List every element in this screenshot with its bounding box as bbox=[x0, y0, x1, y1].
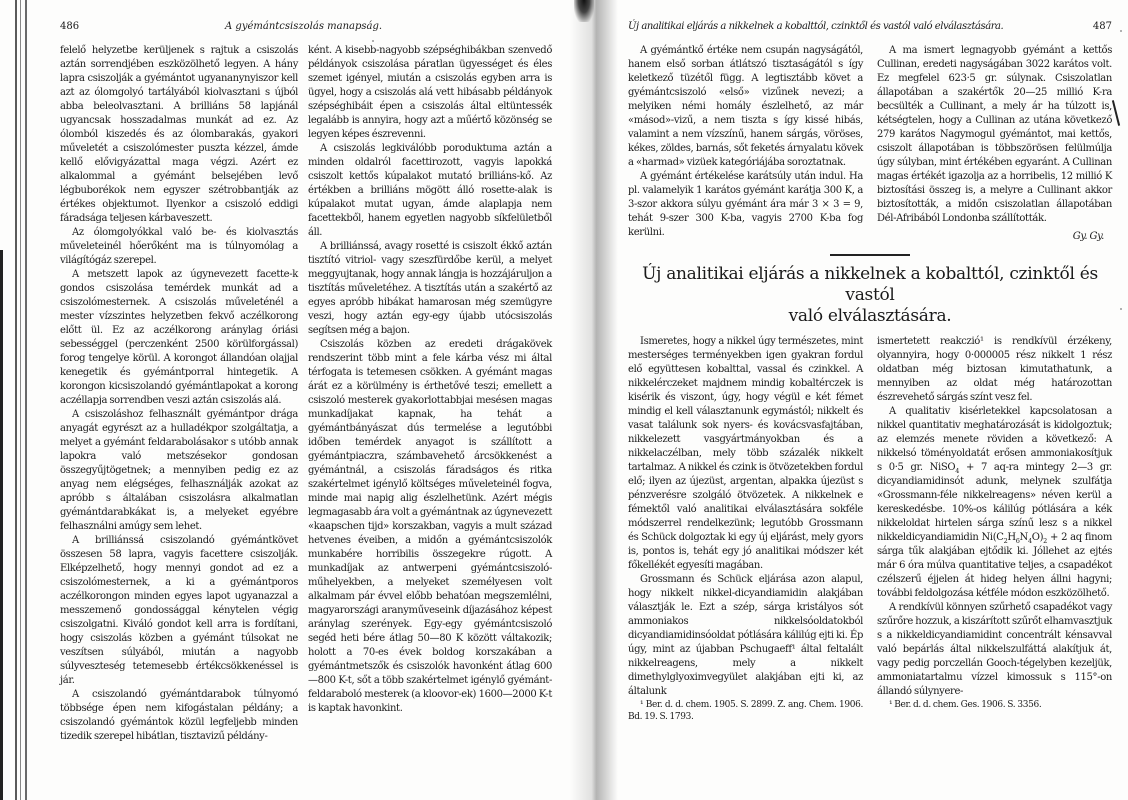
binding-line bbox=[0, 250, 3, 800]
paragraph: Az ólomgolyókkal való be- és kiolvasztás műveleteinél hőerőként ma is túlnyomólag a világítógáz szerepel. bbox=[60, 227, 298, 266]
text-run: + 2 aq finom sárga tűk alakjában ejtődik ki. Jóllehet az ejtés már 6 óra múlva quantitative teljes, a csapadékot czélszerű éjjelen át hideg helyen állni hagyni; további feldolgozása kétféle módon eszközölhető. bbox=[877, 532, 1112, 599]
binding-line bbox=[15, 0, 17, 800]
text-run: A qualitativ kisérletekkel kapcsolatosan a nikkel quantitativ meghatározását is kidolgoztuk; az elemzés menete röviden a következő: A nikkelsó töményoldatát erősen ammoniakosítjuk s 0·5 gr. NiSO bbox=[877, 406, 1112, 473]
paragraph: A metszett lapok az úgynevezett facette-k gondos csiszolása temérdek munkát ad a csiszolómesternek. A csiszolás műveleténél a mester vízszintes helyzetben fekvő aczélkorong előtt ül. Ez az aczélkorong aránylag óriási sebességgel (perczenként 2500 körülforgással) forog tengelye körül. A korongot állandóan olajjal kenegetik és gyémántporral hintegetik. A korongon kicsiszolandó gyémántlapokat a korong aczéllapja sorrendben veszi aztán csiszolás alá. bbox=[60, 269, 298, 406]
subscript: 2 bbox=[1003, 537, 1008, 545]
author-signature: Gy. Gy. bbox=[1072, 231, 1104, 242]
subscript: 4 bbox=[1027, 537, 1032, 545]
subscript: 2 bbox=[1043, 537, 1047, 545]
left-running-head bbox=[60, 20, 556, 34]
right-body-columns bbox=[628, 335, 1112, 723]
left-column-2 bbox=[308, 44, 552, 716]
paragraph-with-formula bbox=[877, 405, 1112, 601]
article-title-line: Új analitikai eljárás a nikkelnek a kobalttól, czinktől és vastól bbox=[642, 264, 1098, 305]
paragraph: ismertetett reakczió¹ is rendkívül érzékeny, olyannyira, hogy 0·000005 rész nikkelt 1 rész oldatban még biztosan kimutathatunk, a mennyiben az oldat még határozottan észrevehető sárgás színt vesz fel. bbox=[877, 336, 1112, 403]
right-running-head bbox=[628, 20, 1112, 34]
paragraph: A gyémánt értékelése karátsúly után indul. Ha pl. valamelyik 1 karátos gyémánt karátja 300 K, a 3-szor akkora súlyu gyémánt ára már 3 × 3 = 9, tehát 9-szer 300 K-ba, vagyis 2700 K-ba fog kerülni. bbox=[628, 171, 863, 238]
scan-speck bbox=[372, 40, 374, 42]
left-page bbox=[60, 0, 556, 800]
right-page-flow bbox=[628, 44, 1112, 723]
scan-speck bbox=[1120, 308, 1122, 310]
right-top-column-2 bbox=[877, 44, 1112, 244]
paragraph: A brilliánssá csiszolandó gyémántkövet összesen 58 lapra, vagyis facettere csiszolják. Elképzelhető, hogy mennyi gondot ad ez a csiszolómesternek, a ki a gyémántporos aczélkorongon minden egyes lapot ugyanazzal a messzemenő gondossággal kénytelen végig csiszolgatni. Kiváló gondot kell arra is fordítani, hogy csiszolás közben a gyémánt túlsokat ne veszítsen súlyából, miután a nagyobb súlyveszteség tetemesebb értékcsökkenéssel is jár. bbox=[60, 535, 298, 686]
paragraph: A csiszolandó gyémántdarabok túlnyomó többsége épen nem kifogástalan példány; a csiszolandó gyémántok közül legfeljebb minden tizedik szerepel hibátlan, tisztavizű példány- bbox=[60, 689, 298, 742]
subscript: 6 bbox=[1015, 537, 1020, 545]
binding-edge bbox=[0, 0, 30, 800]
paragraph: A gyémántkő értéke nem csupán nagyságától, hanem első sorban átlátszó tisztaságától s így keletkező tüzétől függ. A legtisztább követ a gyémántcsiszoló «első» vizűnek nevezi; a melyiken némi homály észlelhető, az már «másod»-vizű, a nem tiszta s így kissé hibás, valamint a nem vízszínű, hanem sárgás, vöröses, kékes, zöldes, barnás, sőt feketés árnyalatu kövek a «harmad» vizüek kategóriájába soroztatnak. bbox=[628, 45, 863, 168]
paragraph: felelő helyzetbe kerüljenek s rajtuk a csiszolás aztán sorrendjében eszközölhető legyen. A hány lapra csiszolják a gyémántot ugyananynyiszor kell azt az ólomgolyó tartályából kiolvasztani s újból abba beleolvasztani. A brilliáns 58 lapjánál ugyancsak hosszadalmas munkát ad ez. Az ólomból kiszedés és az ólombarakás, gyakori műveletét a csiszolómester puszta kézzel, ámde kellő elővigyázattal maga végzi. Azért ez alkalommal a gyémánt belsejében levő légbuborékok nem egyszer szétrobbantják az értékes objektumot. Ilyenkor a csiszoló eddigi fáradsága teljesen kárbaveszett. bbox=[60, 45, 298, 224]
paragraph: Grossmann és Schück eljárása azon alapul, hogy nikkelt nikkel-dicyandiamidin alakjában választják le. Ezt a szép, sárga kristályos sót ammoniakos nikkelsóoldatokból dicyandiamidinsóoldat pótlására kálilúg ejti ki. Ép úgy, mint az újabban Pschugaeff¹ által feltalált nikkelreagens, mely a nikkelt dimethylglyoximvegyület alakjában ejti ki, az általunk bbox=[628, 574, 863, 697]
paragraph: A csiszolás legkiválóbb poroduktuma aztán a minden oldalról facettirozott, vagyis lapokká csiszolt kettős kúpalakot mutató brilliáns-kő. Az értékben a brilliáns mögött álló rosette-alak is kúpalakot mutat ugyan, ámde alaplapja nem facettekből, hanem egyetlen nagyobb síkfelületből áll. bbox=[308, 143, 552, 238]
article-title-line: való elválasztására. bbox=[788, 306, 952, 326]
footnote: ¹ Ber. d. d. chem. Ges. 1906. S. 3356. bbox=[889, 700, 1042, 710]
paragraph: A brilliánssá, avagy rosetté is csiszolt ékkő aztán tisztító vitriol- vagy szeszfürdőbe kerül, a melyet meggyujtanak, hogy annak lángja is hozzájáruljon a tisztítás műveletéhez. A tisztítás után a szakértő az egyes apróbb hibákat hamarosan még szemügyre veszi, hogy aztán egy-egy újabb utócsiszolás segítsen még a bajon. bbox=[308, 241, 552, 336]
paragraph: A rendkívül könnyen szűrhető csapadékot vagy szűrőre hozzuk, a kiszárított szűrőt elhamvasztjuk s a nikkeldicyandiamidint concentrált kénsavval való bepárlás által nikkelszulfáttá alakítjuk át, vagy pedig porczellán Gooch-tégelyben kezeljük, ammoniatartalmu vízzel kimossuk s 115°-on állandó súlynyere- bbox=[877, 602, 1112, 697]
page-number: 486 bbox=[60, 21, 80, 32]
text-run: + 7 aq-ra mintegy 2—3 gr. dicyandiamidinsót adunk, melynek szulfátja «Grossmann-féle nikkelreagens» néven kerül a kereskedésbe. 10%-os kálilúg pótlására a kék nikkeloldat hirtelen sárga színű lesz s a nikkel nikkeldicyandiamidin Ni(C bbox=[877, 462, 1113, 543]
text-run: H bbox=[1007, 532, 1016, 543]
right-top-column-1 bbox=[628, 44, 863, 240]
running-head-title: Új analitikai eljárás a nikkelnek a kobalttól, czinktől és vastól való elválasztására. bbox=[628, 21, 1004, 32]
left-column-1 bbox=[60, 44, 298, 744]
paragraph: A csiszoláshoz felhasznált gyémántpor drága anyagát egyrészt az a hulladékpor szolgáltatja, a melyet a gyémánt feldarabolásakor s utóbb annak lapokra való metszésekor gondosan összegyűjtögetnek; a mennyiben pedig ez az anyag nem elégséges, felhasználják azokat az apróbb s általában csiszolásra alkalmatlan gyémántdarabkákat is, a melyeket egyébre felhasználni amúgy sem lehet. bbox=[60, 409, 298, 532]
right-body-column-2 bbox=[877, 335, 1112, 711]
scan-speck bbox=[1120, 30, 1122, 32]
text-run: N bbox=[1019, 532, 1028, 543]
gutter-dark-spot bbox=[574, 0, 594, 22]
binding-line bbox=[20, 0, 21, 800]
paragraph: Ismeretes, hogy a nikkel úgy természetes, mint mesterséges terményekben igen gyakran fordul elő együttesen kobalttal, vassal és czinkkel. A nikkelérczeket majdnem mindig kobaltérczek is kisérik és viszont, úgy, hogy végül e két fémet mindig el kell választanunk egymástól; nikkelt és vasat találunk sok nyers- és kovácsvasfajtában, nikkelezett vasgyártmányokban és a nikkelaczélban, mely több százalék nikkelt tartalmaz. A nikkel és czink is ötvözetekben fordul elő; ilyen az újezüst, argentan, alpakka újezüst s pénzverésre szolgáló ötvözetek. A nikkelnek e fémektől való analitikai elválasztására sokféle módszerrel rendelkezünk; legutóbb Grossmann és Schück dolgoztak ki egy új eljárást, mely gyors is, pontos is, tehát egy jó analitikai módszer két főkellékét egyesíti magában. bbox=[628, 336, 863, 571]
text-run: O) bbox=[1031, 532, 1044, 543]
paragraph: Csiszolás közben az eredeti drágakövek rendszerint több mint a fele kárba vész mi által térfogata is tetemesen csökken. A gyémánt magas árát ez a körülmény is érthetővé teszi; emellett a csiszoló mesterek gyakorlottabbjai mesésen magas munkadíjakat kapnak, ha tehát a gyémántbányászat dús termelése a legutóbbi időben temérdek anyagot is szállított a gyémántpiaczra, számbavehető árcsökkenést a gyémántnál, a csiszolás fáradságos és ritka szakértelmet igénylő költséges műveleteinél fogva, minde mai napig alig észlelhetünk. Azért mégis legmagasabb ára volt a gyémántnak az úgynevezett «kaapschen tijd» korszakban, vagyis a mult század hetvenes éveiben, a midőn a gyémántcsiszolók munkabére horribilis összegekre rúgott. A munkadíjak az antwerpeni gyémántcsiszoló-műhelyekben, a melyeket személyesen volt alkalmam pár évvel előbb behatóan megszemlélni, magyarországi aranyműveseink díjazásához képest aránylag szerények. Egy-egy gyémántcsiszoló segéd heti bére átlag 50—80 K között váltakozik; holott a 70-es évek boldog korszakában a gyémántmetszők és csiszolók havonként átlag 600—800 K-t, sőt a több szakértelmet igénylő gyémánt-feldaraboló mesterek (a kloovor-ek) 1600—2000 K-t is kaptak havonkint. bbox=[308, 339, 552, 714]
subscript: 4 bbox=[955, 467, 960, 475]
right-top-columns bbox=[628, 44, 1112, 244]
section-divider bbox=[830, 254, 910, 256]
running-head-title: A gyémántcsiszolás manapság. bbox=[225, 21, 383, 32]
right-body-column-1 bbox=[628, 335, 863, 723]
pencil-mark bbox=[1112, 100, 1120, 126]
binding-line bbox=[25, 0, 27, 800]
page-number: 487 bbox=[1092, 21, 1112, 32]
footnote: ¹ Ber. d. d. chem. 1905. S. 2899. Z. ang. Chem. 1906. Bd. 19. S. 1793. bbox=[628, 700, 863, 722]
article-title bbox=[628, 264, 1112, 327]
right-page bbox=[628, 0, 1112, 800]
center-gutter-shadow bbox=[570, 0, 618, 800]
paragraph: ként. A kisebb-nagyobb szépséghibákban szenvedő példányok csiszolása páratlan ügyességet és éles szemet igényel, miután a csiszolás egyben arra is ügyel, hogy a csiszolás alá vett hibásabb példányok szépséghibáit épen a csiszolás által eltüntessék legalább is annyira, hogy azt a műértő közönség se legyen képes észrevenni. bbox=[308, 45, 552, 140]
paragraph: A ma ismert legnagyobb gyémánt a kettős Cullinan, eredeti nagyságában 3022 karátos volt. Ez megfelel 623·5 gr. súlynak. Csiszolatlan állapotában a szakértők 20—25 millió K-ra becsülték a Cullinant, a mely ár ha túlzott is, kétségtelen, hogy a Cullinan az utána következő 279 karátos Nagymogul gyémántot, mai kettős, csiszolt állapotában is többszörösen felülmúlja úgy súlyban, mint értékében egyaránt. A Cullinan magas értékét igazolja az a horribelis, 12 millió K biztosítási összeg is, a melyre a Cullinant akkor biztosították, a midőn csiszolatlan állapotában Dél-Afribából Londonba szállították. bbox=[877, 45, 1112, 224]
